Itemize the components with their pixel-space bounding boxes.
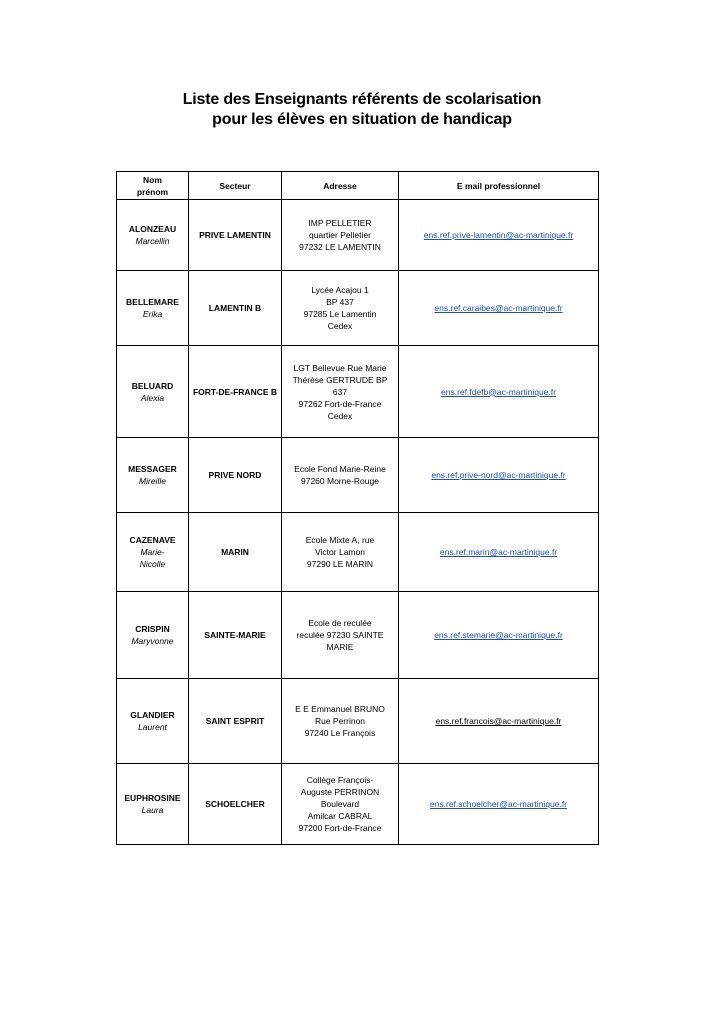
table-row: [117, 592, 599, 679]
address-line: 637: [332, 386, 348, 397]
table-row: [117, 346, 599, 438]
teacher-first-name: Maryvonne: [131, 636, 174, 646]
table-row: [117, 679, 599, 764]
address-line: Auguste PERRINON: [300, 787, 380, 797]
address-line: Boulevard: [320, 799, 360, 809]
teacher-first-name: Laura: [141, 805, 164, 815]
address-line: 97260 Morne-Rouge: [301, 476, 379, 486]
sector-cell: SCHOELCHER: [189, 764, 282, 845]
teacher-first-name: Erika: [142, 309, 163, 319]
referents-table: [116, 171, 599, 845]
address-line: IMP PELLETIER: [308, 218, 372, 228]
teacher-first-name: Nicolle: [139, 559, 166, 569]
address-line: Amilcar CABRAL: [307, 811, 373, 821]
teacher-name-cell: [117, 200, 189, 271]
teacher-last-name: ALONZEAU: [128, 224, 177, 234]
email-link[interactable]: ens.ref.stemarie@ac-martinique.fr: [434, 630, 563, 640]
address-line: MARIE: [326, 642, 354, 652]
address-cell: [282, 513, 399, 592]
email-cell: [399, 438, 599, 513]
email-link[interactable]: ens.ref.marin@ac-martinique.fr: [439, 547, 558, 557]
address-line: Ecole Mixte A, rue: [305, 535, 375, 545]
sector-cell: FORT-DE-FRANCE B: [189, 346, 282, 438]
address-line: Thérèse GERTRUDE BP: [292, 374, 388, 385]
teacher-name-cell: [117, 764, 189, 845]
teacher-name-cell: [117, 346, 189, 438]
email-link[interactable]: ens.ref.fdefb@ac-martinique.fr: [441, 386, 556, 397]
column-header-nom: [117, 172, 189, 200]
table-row: [117, 271, 599, 346]
email-cell: [399, 513, 599, 592]
address-cell: [282, 679, 399, 764]
email-link[interactable]: ens.ref.prive-lamentin@ac-martinique.fr: [423, 230, 574, 240]
sector-cell: LAMENTIN B: [189, 271, 282, 346]
teacher-last-name: EUPHROSINE: [124, 793, 181, 803]
email-cell: [399, 271, 599, 346]
table-row: [117, 764, 599, 845]
address-cell: [282, 438, 399, 513]
table-body: [117, 200, 599, 845]
sector-cell: MARIN: [189, 513, 282, 592]
address-line: 97240 Le François: [304, 728, 376, 738]
address-cell: [282, 764, 399, 845]
address-line: 97200 Fort-de-France: [298, 823, 382, 833]
sector-cell: PRIVE LAMENTIN: [189, 200, 282, 271]
email-cell: [399, 200, 599, 271]
sector-cell: PRIVE NORD: [189, 438, 282, 513]
address-line: Victor Lamon: [315, 547, 365, 557]
address-line: Ecole de reculée: [308, 618, 372, 628]
address-line: quartier Pelletier: [309, 230, 371, 240]
address-line: LGT Bellevue Rue Marie: [293, 362, 387, 373]
email-link[interactable]: ens.ref.francois@ac-martinique.fr: [435, 716, 562, 726]
teacher-last-name: GLANDIER: [130, 710, 175, 720]
email-link[interactable]: ens.ref.schoelcher@ac-martinique.fr: [429, 799, 568, 809]
teacher-first-name: Laurent: [138, 722, 167, 732]
address-line: 97285 Le Lamentin: [303, 309, 377, 319]
page-title-line-2: pour les élèves en situation de handicap: [212, 111, 512, 128]
teacher-name-cell: [117, 592, 189, 679]
address-line: 97290 LE MARIN: [306, 559, 374, 569]
teacher-first-name: Marie-: [140, 547, 165, 557]
address-line: Collège François-: [306, 775, 374, 785]
sector-cell: SAINTE-MARIE: [189, 592, 282, 679]
column-header-nom-line-2: prénom: [136, 186, 169, 197]
address-line: reculée 97230 SAINTE: [296, 630, 384, 640]
email-link[interactable]: ens.ref.prive-nord@ac-martinique.fr: [431, 470, 566, 480]
email-cell: [399, 764, 599, 845]
table-header: [117, 172, 599, 200]
teacher-last-name: CRISPIN: [135, 624, 170, 634]
table-row: [117, 438, 599, 513]
table-row: [117, 513, 599, 592]
column-header-adresse: Adresse: [282, 172, 399, 200]
column-header-secteur: Secteur: [189, 172, 282, 200]
address-cell: [282, 200, 399, 271]
email-cell: [399, 346, 599, 438]
address-cell: [282, 271, 399, 346]
table-header-row: [117, 172, 599, 200]
teacher-last-name: BELUARD: [131, 380, 174, 391]
column-header-nom-line-1: Nom: [143, 174, 162, 185]
page-title: [0, 90, 724, 130]
teacher-first-name: Alexia: [140, 392, 165, 403]
address-line: Rue Perrinon: [314, 716, 366, 726]
teacher-first-name: Mireille: [139, 476, 166, 486]
teacher-name-cell: [117, 438, 189, 513]
address-line: 97262 Fort-de-France: [298, 398, 382, 409]
address-line: 97232 LE LAMENTIN: [299, 242, 381, 252]
page-title-line-1: Liste des Enseignants référents de scolarisation: [182, 91, 542, 108]
teacher-last-name: MESSAGER: [128, 464, 177, 474]
address-line: Cedex: [327, 410, 353, 421]
address-cell: [282, 592, 399, 679]
address-line: Cedex: [327, 321, 353, 331]
teacher-name-cell: [117, 679, 189, 764]
address-line: BP 437: [326, 297, 354, 307]
teacher-first-name: Marcellin: [135, 236, 170, 246]
email-cell: [399, 679, 599, 764]
teacher-last-name: CAZENAVE: [129, 535, 176, 545]
email-cell: [399, 592, 599, 679]
sector-cell: SAINT ESPRIT: [189, 679, 282, 764]
column-header-email: E mail professionnel: [399, 172, 599, 200]
address-line: Ecole Fond Marie-Reine: [294, 464, 386, 474]
table-row: [117, 200, 599, 271]
teacher-last-name: BELLEMARE: [126, 297, 179, 307]
teacher-name-cell: [117, 271, 189, 346]
teacher-name-cell: [117, 513, 189, 592]
address-line: E E Emmanuel BRUNO: [295, 704, 385, 714]
address-cell: [282, 346, 399, 438]
email-link[interactable]: ens.ref.caraibes@ac-martinique.fr: [434, 303, 563, 313]
address-line: Lycée Acajou 1: [311, 285, 369, 295]
